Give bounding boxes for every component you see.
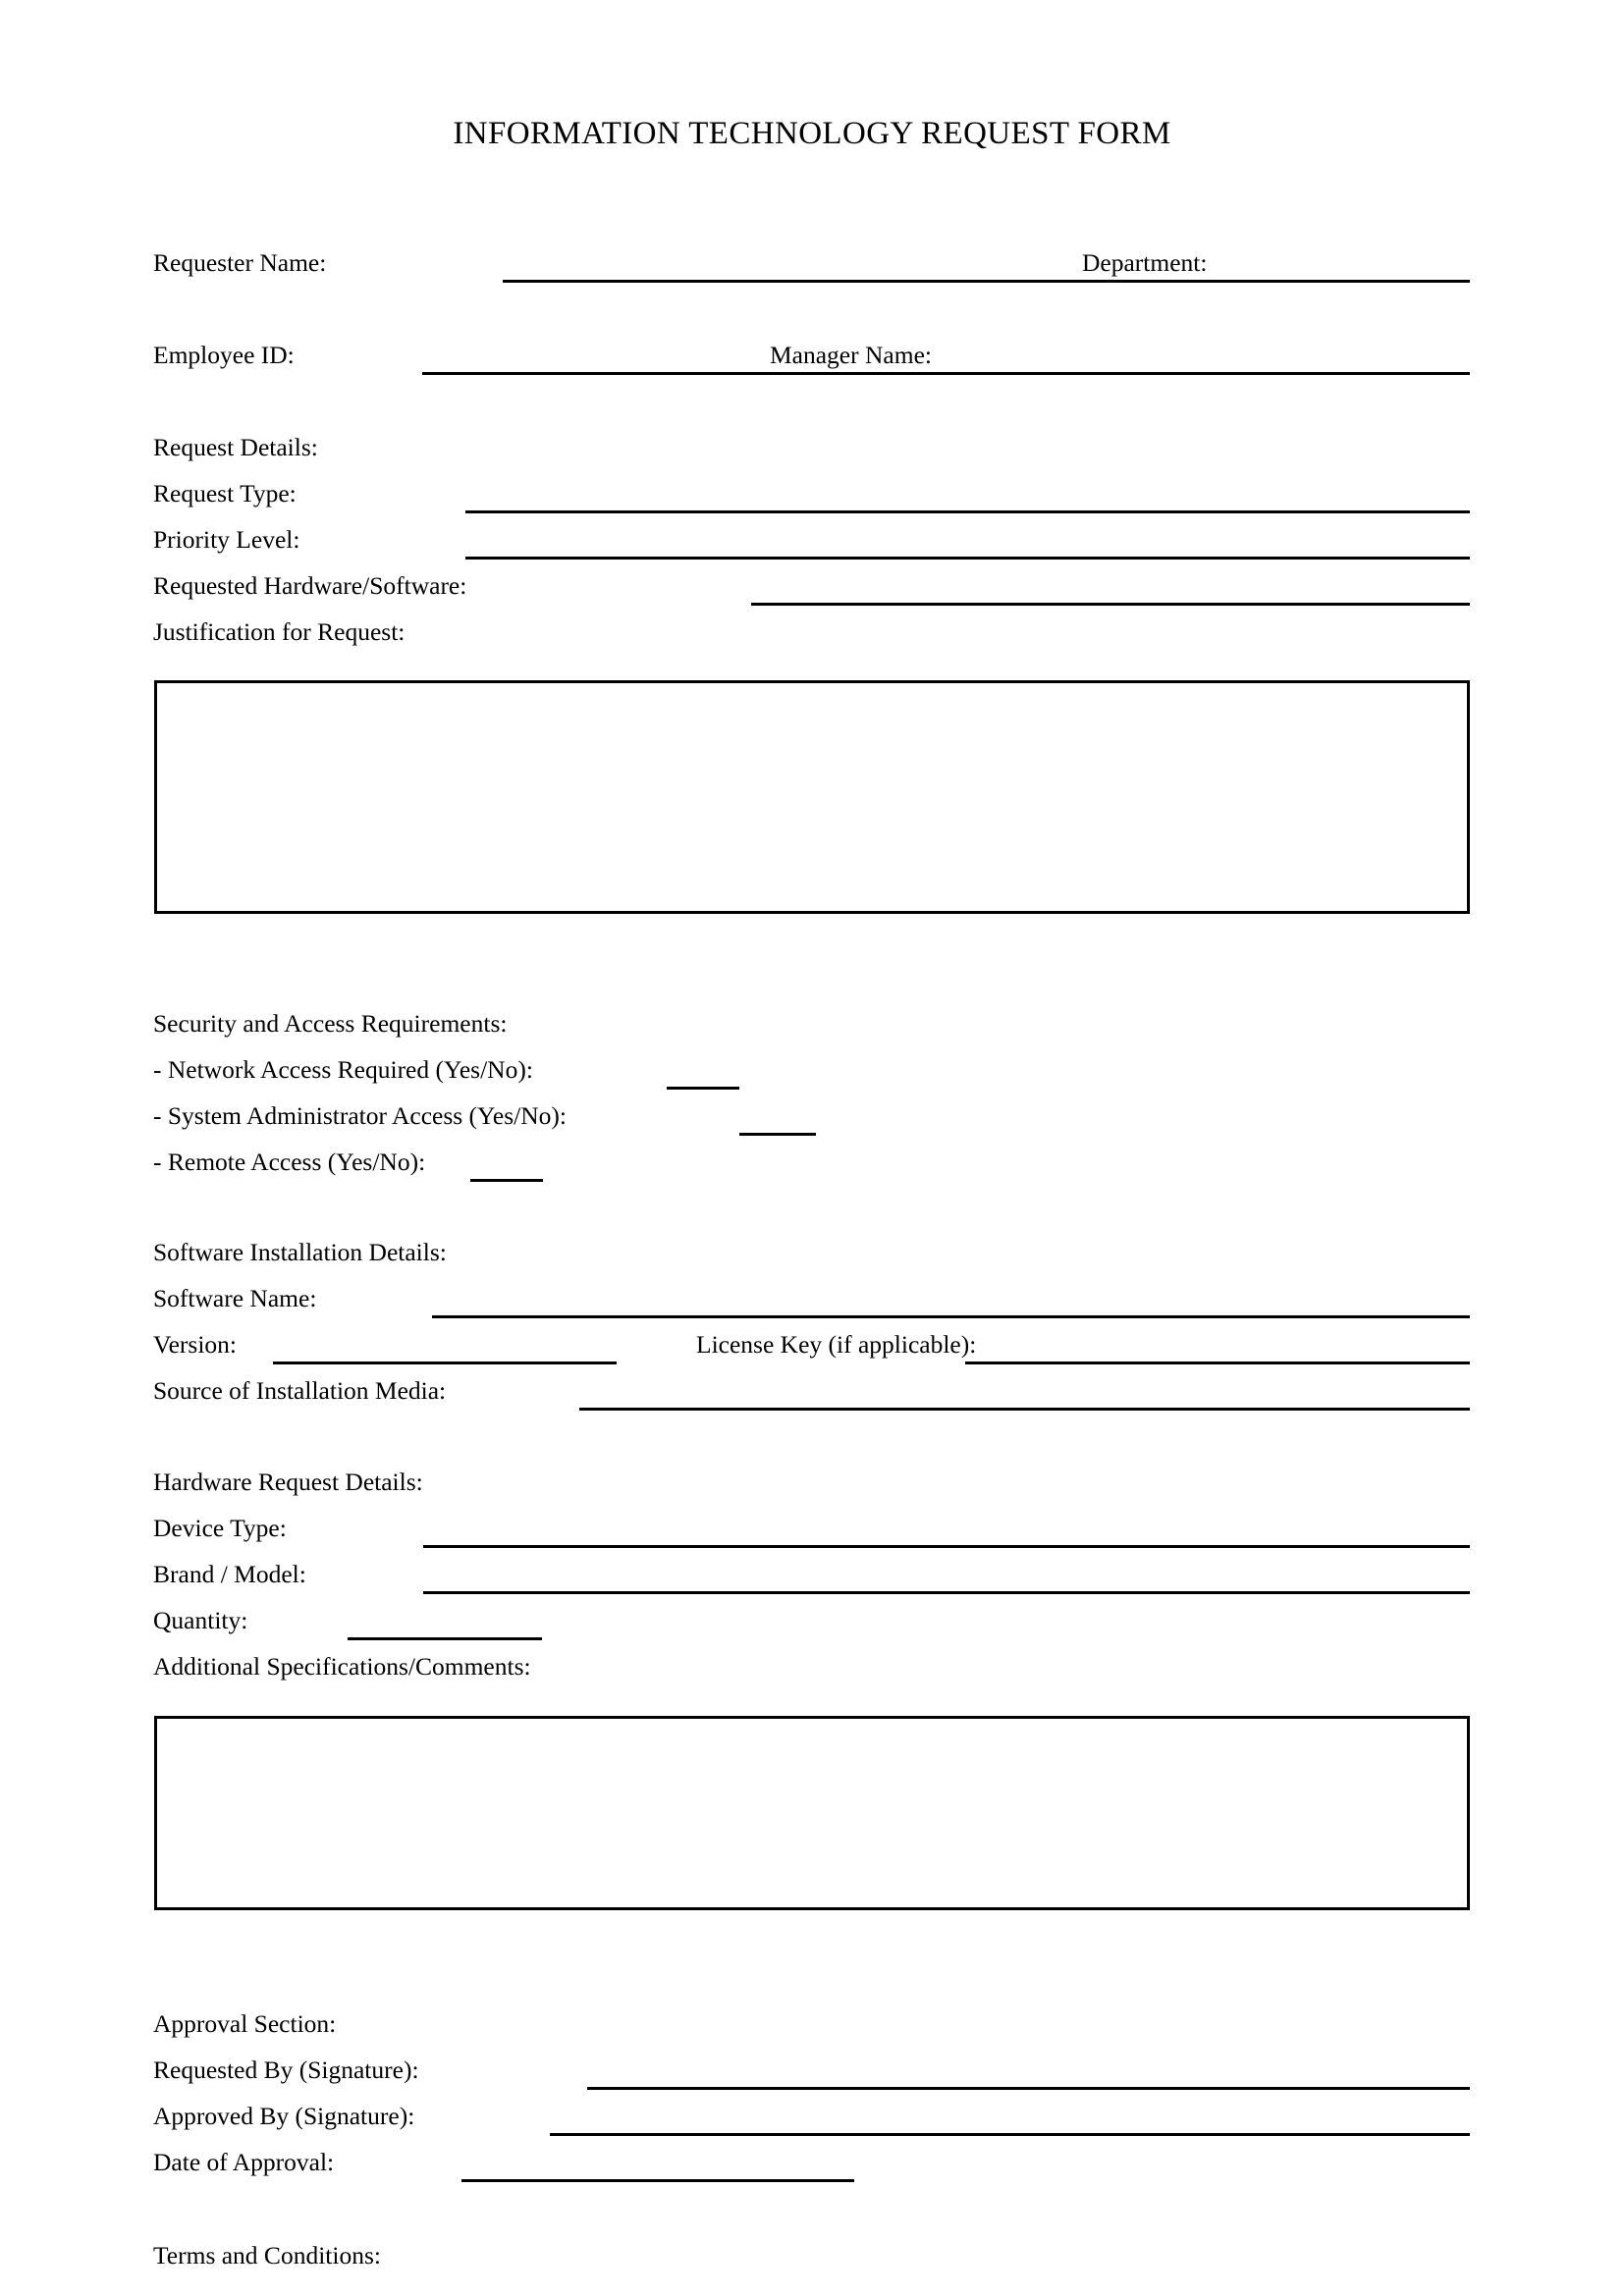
request-type-label: Request Type: <box>153 479 297 507</box>
date-of-approval-fill-line[interactable] <box>461 2179 854 2182</box>
system-administrator-access-fill-line[interactable] <box>739 1133 816 1136</box>
brand-model-label: Brand / Model: <box>153 1560 306 1588</box>
brand-model-fill-line[interactable] <box>423 1591 1470 1594</box>
page-title: INFORMATION TECHNOLOGY REQUEST FORM <box>453 116 1171 151</box>
request-details-heading: Request Details: <box>153 433 318 461</box>
software-name-fill-line[interactable] <box>432 1315 1470 1318</box>
security-access-heading: Security and Access Requirements: <box>153 1009 508 1038</box>
terms-and-conditions-heading: Terms and Conditions: <box>153 2241 381 2269</box>
request-type-fill-line[interactable] <box>465 510 1470 513</box>
hardware-request-heading: Hardware Request Details: <box>153 1468 423 1496</box>
network-access-required-fill-line[interactable] <box>667 1087 739 1090</box>
requested-hardware-software-label: Requested Hardware/Software: <box>153 571 467 600</box>
requested-by-signature-fill-line[interactable] <box>587 2087 1470 2090</box>
priority-level-label: Priority Level: <box>153 525 300 554</box>
approved-by-signature-fill-line[interactable] <box>550 2133 1470 2136</box>
department-label: Department: <box>1082 248 1208 277</box>
system-administrator-access-label: - System Administrator Access (Yes/No): <box>153 1101 567 1130</box>
requested-by-signature-label: Requested By (Signature): <box>153 2056 419 2084</box>
license-key-fill-line[interactable] <box>965 1362 1470 1364</box>
requester-name-department-fill-line[interactable] <box>503 280 1470 283</box>
date-of-approval-label: Date of Approval: <box>153 2148 335 2176</box>
additional-specifications-label: Additional Specifications/Comments: <box>153 1652 531 1681</box>
network-access-required-label: - Network Access Required (Yes/No): <box>153 1055 533 1084</box>
requester-name-label: Requester Name: <box>153 248 327 277</box>
requested-hardware-software-fill-line[interactable] <box>751 603 1470 606</box>
approval-section-heading: Approval Section: <box>153 2009 337 2038</box>
remote-access-fill-line[interactable] <box>470 1179 543 1182</box>
approved-by-signature-label: Approved By (Signature): <box>153 2102 415 2130</box>
employee-id-manager-name-fill-line[interactable] <box>422 372 1470 375</box>
priority-level-fill-line[interactable] <box>465 557 1470 560</box>
software-name-label: Software Name: <box>153 1284 317 1312</box>
manager-name-label: Manager Name: <box>770 341 932 369</box>
quantity-label: Quantity: <box>153 1606 248 1634</box>
quantity-fill-line[interactable] <box>348 1637 542 1640</box>
device-type-label: Device Type: <box>153 1514 287 1542</box>
remote-access-label: - Remote Access (Yes/No): <box>153 1148 426 1176</box>
additional-specifications-textbox[interactable] <box>154 1716 1470 1910</box>
software-installation-heading: Software Installation Details: <box>153 1238 447 1266</box>
source-of-installation-media-label: Source of Installation Media: <box>153 1376 447 1405</box>
license-key-label: License Key (if applicable): <box>696 1330 977 1359</box>
employee-id-label: Employee ID: <box>153 341 295 369</box>
justification-for-request-label: Justification for Request: <box>153 617 406 646</box>
version-label: Version: <box>153 1330 237 1359</box>
version-fill-line[interactable] <box>273 1362 617 1364</box>
device-type-fill-line[interactable] <box>423 1545 1470 1548</box>
source-of-installation-media-fill-line[interactable] <box>579 1408 1470 1411</box>
justification-for-request-textbox[interactable] <box>154 680 1470 914</box>
